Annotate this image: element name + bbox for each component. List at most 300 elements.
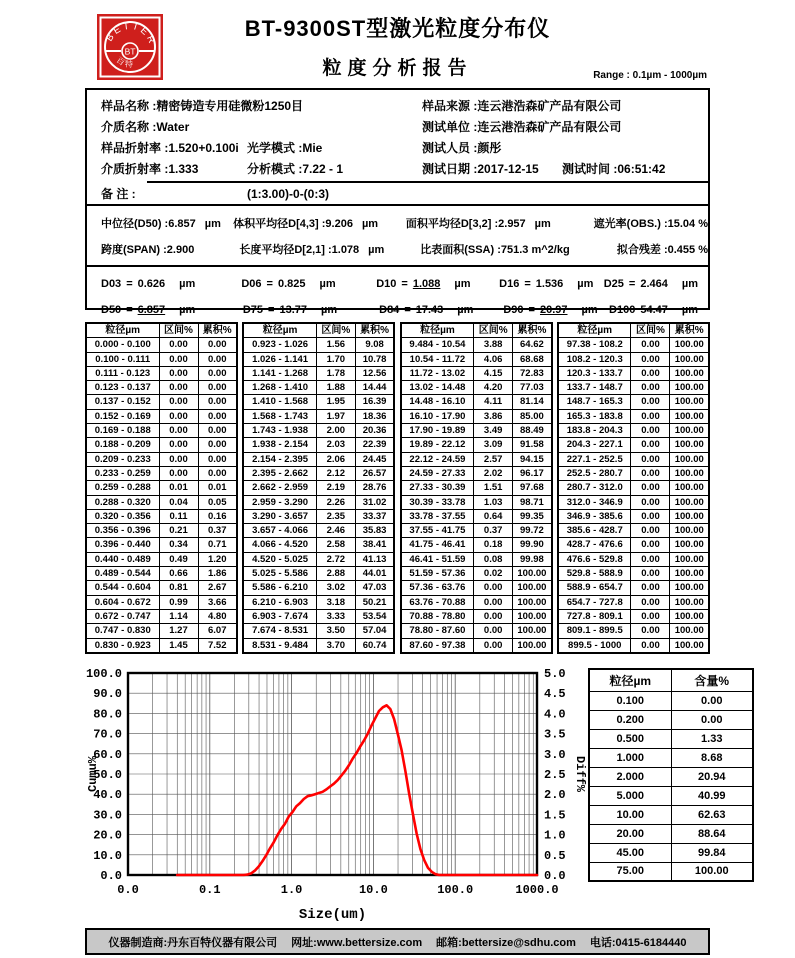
stat-label: 中位径(D50) : (101, 218, 169, 230)
content-pct-cell: 20.94 (671, 767, 753, 786)
table-row (589, 805, 753, 824)
d32-field (406, 215, 594, 231)
stat-unit: µm (361, 218, 379, 230)
percentile-name: D50 (101, 304, 122, 316)
interval-pct-cell: 0.00 (631, 409, 670, 423)
percentile-value: 20.97 (539, 304, 568, 316)
cumulative-pct-cell: 64.62 (513, 338, 552, 352)
size-cell: 5.000 (589, 786, 671, 805)
percentile-name: D90 (503, 304, 524, 316)
interval-pct-cell: 0.00 (159, 409, 198, 423)
interval-pct-cell: 3.50 (316, 624, 355, 638)
column-header: 含量% (671, 669, 753, 691)
percentile-d50 (101, 304, 243, 316)
cumulative-pct-cell: 0.00 (198, 409, 237, 423)
size-range-cell: 16.10 - 17.90 (401, 409, 474, 423)
cumulative-pct-cell: 100.00 (670, 609, 709, 623)
cumulative-pct-cell: 0.37 (198, 524, 237, 538)
size-range-cell: 2.662 - 2.959 (243, 481, 316, 495)
percentile-d03 (101, 278, 241, 290)
cumulative-pct-cell: 33.37 (355, 509, 394, 523)
table-row (558, 595, 709, 609)
analysis-mode-field (247, 160, 422, 177)
size-range-cell: 120.3 - 133.7 (558, 366, 631, 380)
table-row (86, 366, 237, 380)
equals-sign: = (524, 278, 531, 290)
size-range-cell: 0.137 - 0.152 (86, 395, 159, 409)
stat-value: 0.455 % (667, 244, 708, 256)
table-row (589, 691, 753, 710)
column-header: 区间% (316, 323, 355, 338)
stat-value: 751.3 m^2/kg (500, 244, 570, 256)
size-range-cell: 0.209 - 0.233 (86, 452, 159, 466)
percentile-unit: µm (681, 304, 698, 316)
size-range-cell: 227.1 - 252.5 (558, 452, 631, 466)
table-row (86, 409, 237, 423)
table-row (243, 481, 394, 495)
size-range-cell: 5.025 - 5.586 (243, 567, 316, 581)
y-left-tick-label: 100.0 (86, 667, 122, 681)
cumulative-pct-cell: 7.52 (198, 638, 237, 653)
table-row (86, 538, 237, 552)
table-row (86, 509, 237, 523)
table-row (401, 524, 552, 538)
size-cell: 0.100 (589, 691, 671, 710)
cumulative-pct-cell: 100.00 (670, 624, 709, 638)
field-label: 测试单位 : (422, 120, 478, 134)
interval-pct-cell: 0.00 (474, 595, 513, 609)
cumulative-pct-cell: 38.41 (355, 538, 394, 552)
percentile-row (87, 271, 708, 297)
distribution-chart (86, 660, 586, 928)
stat-label: 长度平均径D[2,1] : (239, 244, 332, 256)
stat-label: 拟合残差 : (616, 244, 668, 256)
size-range-cell: 428.7 - 476.6 (558, 538, 631, 552)
interval-pct-cell: 0.00 (631, 595, 670, 609)
y-right-tick-label: 3.5 (544, 727, 566, 742)
table-row (243, 495, 394, 509)
percentile-value: 1.088 (412, 278, 441, 290)
interval-pct-cell: 1.03 (474, 495, 513, 509)
cumulative-pct-cell: 100.00 (670, 567, 709, 581)
cumulative-pct-cell: 22.39 (355, 438, 394, 452)
size-range-cell: 1.743 - 1.938 (243, 424, 316, 438)
percentile-unit: µm (179, 278, 196, 290)
percentile-unit: µm (581, 304, 598, 316)
cumulative-pct-cell: 1.86 (198, 567, 237, 581)
table-row (589, 710, 753, 729)
x-tick-label: 10.0 (358, 883, 388, 897)
percentile-value: 54.47 (640, 304, 668, 316)
percentile-unit: µm (681, 278, 698, 290)
size-range-cell: 0.923 - 1.026 (243, 338, 316, 352)
interval-pct-cell: 3.70 (316, 638, 355, 653)
table-row (558, 581, 709, 595)
interval-pct-cell: 0.00 (631, 381, 670, 395)
sample-info-box (85, 88, 710, 316)
cumulative-pct-cell: 100.00 (670, 466, 709, 480)
info-row (87, 137, 708, 158)
cumulative-pct-cell: 81.14 (513, 395, 552, 409)
table-row (401, 352, 552, 366)
percentile-name: D84 (379, 304, 400, 316)
interval-pct-cell: 0.11 (159, 509, 198, 523)
equals-sign: = (266, 278, 273, 290)
table-row (86, 495, 237, 509)
table-row (86, 395, 237, 409)
table-row (558, 424, 709, 438)
table-row (589, 748, 753, 767)
field-value: 1.333 (168, 162, 199, 176)
table-row (86, 567, 237, 581)
table-row (243, 524, 394, 538)
interval-pct-cell: 0.00 (631, 581, 670, 595)
table-row (558, 395, 709, 409)
y-left-tick-label: 50.0 (93, 768, 122, 782)
obscuration-field (594, 215, 708, 231)
interval-pct-cell: 3.18 (316, 595, 355, 609)
size-range-cell: 3.657 - 4.066 (243, 524, 316, 538)
x-tick-label: 100.0 (437, 883, 474, 897)
cumulative-pct-cell: 99.35 (513, 509, 552, 523)
interval-pct-cell: 0.00 (159, 352, 198, 366)
interval-pct-cell: 2.00 (316, 424, 355, 438)
percentile-d75 (243, 304, 379, 316)
table-row (401, 624, 552, 638)
stat-unit: µm (368, 244, 385, 256)
size-range-cell: 899.5 - 1000 (558, 638, 631, 653)
table-row (401, 466, 552, 480)
interval-pct-cell: 2.46 (316, 524, 355, 538)
size-range-cell: 19.89 - 22.12 (401, 438, 474, 452)
table-row (243, 366, 394, 380)
field-value: 2017-12-15 (477, 162, 539, 176)
cumulative-pct-cell: 98.71 (513, 495, 552, 509)
interval-pct-cell: 1.70 (316, 352, 355, 366)
distribution-tables (85, 322, 710, 654)
field-label: 光学模式 : (247, 141, 303, 155)
size-range-cell: 165.3 - 183.8 (558, 409, 631, 423)
percentile-name: D10 (376, 278, 397, 290)
table-row (243, 509, 394, 523)
percentile-d90 (503, 304, 609, 316)
stat-value: 9.206 (325, 218, 353, 230)
interval-pct-cell: 2.06 (316, 452, 355, 466)
interval-pct-cell: 1.95 (316, 395, 355, 409)
cumulative-pct-cell: 53.54 (355, 609, 394, 623)
email-text: 邮箱:bettersize@sdhu.com (436, 936, 576, 949)
interval-pct-cell: 0.00 (159, 338, 198, 352)
sample-source-field (422, 97, 621, 114)
size-range-cell: 3.290 - 3.657 (243, 509, 316, 523)
table-row (558, 366, 709, 380)
interval-pct-cell: 2.35 (316, 509, 355, 523)
cumulative-pct-cell: 28.76 (355, 481, 394, 495)
equals-sign: = (404, 304, 411, 316)
percentile-row (87, 297, 708, 323)
size-range-cell: 51.59 - 57.36 (401, 567, 474, 581)
field-value: 连云港浩森矿产品有限公司 (477, 99, 622, 113)
stat-label: 比表面积(SSA) : (420, 244, 501, 256)
table-header-row (243, 323, 394, 338)
percentile-name: D16 (499, 278, 520, 290)
table-row (589, 729, 753, 748)
interval-pct-cell: 1.56 (316, 338, 355, 352)
field-label: 测试日期 : (422, 162, 478, 176)
percentile-unit: µm (179, 304, 196, 316)
size-range-cell: 2.959 - 3.290 (243, 495, 316, 509)
interval-pct-cell: 0.34 (159, 538, 198, 552)
distribution-table (85, 322, 238, 654)
cumulative-pct-cell: 26.57 (355, 466, 394, 480)
table-row (86, 352, 237, 366)
size-range-cell: 63.76 - 70.88 (401, 595, 474, 609)
size-range-cell: 33.78 - 37.55 (401, 509, 474, 523)
cumulative-pct-cell: 0.00 (198, 438, 237, 452)
size-range-cell: 1.410 - 1.568 (243, 395, 316, 409)
d43-field (233, 215, 406, 231)
interval-pct-cell: 0.00 (474, 624, 513, 638)
size-range-cell: 0.604 - 0.672 (86, 595, 159, 609)
d21-field (239, 241, 420, 257)
interval-pct-cell: 1.45 (159, 638, 198, 653)
distribution-table (400, 322, 553, 654)
size-range-cell: 10.54 - 11.72 (401, 352, 474, 366)
size-range-cell: 6.903 - 7.674 (243, 609, 316, 623)
chart-block (86, 660, 586, 933)
table-row (401, 509, 552, 523)
table-row (589, 824, 753, 843)
cumulative-pct-cell: 41.13 (355, 552, 394, 566)
size-range-cell: 8.531 - 9.484 (243, 638, 316, 653)
table-row (401, 567, 552, 581)
size-cell: 0.500 (589, 729, 671, 748)
size-range-cell: 0.000 - 0.100 (86, 338, 159, 352)
percentile-d100 (609, 304, 698, 316)
y-right-tick-label: 0.5 (544, 848, 566, 863)
size-range-cell: 46.41 - 51.59 (401, 552, 474, 566)
cumulative-pct-cell: 100.00 (670, 424, 709, 438)
percentile-name: D75 (242, 304, 264, 316)
interval-pct-cell: 0.08 (474, 552, 513, 566)
size-range-cell: 22.12 - 24.59 (401, 452, 474, 466)
size-range-cell: 1.141 - 1.268 (243, 366, 316, 380)
cumulative-pct-cell: 100.00 (513, 581, 552, 595)
table-row (558, 624, 709, 638)
interval-pct-cell: 1.88 (316, 381, 355, 395)
cumulative-pct-cell: 18.36 (355, 409, 394, 423)
info-row (87, 95, 708, 116)
interval-pct-cell: 0.00 (159, 366, 198, 380)
cumulative-pct-cell: 99.90 (513, 538, 552, 552)
logo-bottom-textpath: 百 特 (114, 55, 134, 70)
cumulative-pct-cell: 0.00 (198, 466, 237, 480)
ssa-field (420, 241, 617, 257)
cumulative-pct-cell: 99.98 (513, 552, 552, 566)
cumulative-pct-cell: 14.44 (355, 381, 394, 395)
percentile-unit: µm (321, 304, 338, 316)
distribution-table (242, 322, 395, 654)
interval-pct-cell: 3.86 (474, 409, 513, 423)
cumulative-pct-cell: 100.00 (513, 638, 552, 653)
table-row (401, 409, 552, 423)
equals-sign: = (401, 278, 408, 290)
interval-pct-cell: 3.09 (474, 438, 513, 452)
cumulative-pct-cell: 100.00 (670, 581, 709, 595)
table-row (86, 581, 237, 595)
column-header: 粒径µm (86, 323, 159, 338)
field-value: 7.22 - 1 (302, 162, 344, 176)
cumulative-pct-cell: 100.00 (670, 366, 709, 380)
cumulative-pct-cell: 0.00 (198, 338, 237, 352)
table-row (243, 395, 394, 409)
cumulative-pct-cell: 100.00 (513, 609, 552, 623)
interval-pct-cell: 0.00 (159, 424, 198, 438)
stat-value: 2.900 (166, 244, 195, 256)
interval-pct-cell: 0.00 (631, 524, 670, 538)
equals-sign: = (628, 278, 636, 290)
size-range-cell: 2.395 - 2.662 (243, 466, 316, 480)
interval-pct-cell: 0.00 (159, 466, 198, 480)
column-header: 区间% (474, 323, 513, 338)
field-label: 分析模式 : (247, 162, 303, 176)
table-row (86, 609, 237, 623)
cumulative-pct-cell: 72.83 (513, 366, 552, 380)
size-range-cell: 0.188 - 0.209 (86, 438, 159, 452)
size-cell: 0.200 (589, 710, 671, 729)
interval-pct-cell: 2.57 (474, 452, 513, 466)
percentile-unit: µm (577, 278, 594, 290)
interval-pct-cell: 2.02 (474, 466, 513, 480)
table-row (589, 862, 753, 881)
interval-pct-cell: 0.00 (631, 438, 670, 452)
cumulative-pct-cell: 100.00 (670, 438, 709, 452)
test-org-field (422, 118, 621, 135)
size-cell: 75.00 (589, 862, 671, 881)
table-row (243, 609, 394, 623)
stat-value: 6.857 (168, 218, 196, 230)
stats-row (87, 210, 708, 236)
cumulative-pct-cell: 100.00 (670, 381, 709, 395)
size-range-cell: 1.938 - 2.154 (243, 438, 316, 452)
size-range-cell: 727.8 - 809.1 (558, 609, 631, 623)
interval-pct-cell: 0.00 (631, 638, 670, 653)
size-range-cell: 9.484 - 10.54 (401, 338, 474, 352)
y-left-tick-label: 70.0 (93, 727, 122, 742)
table-row (558, 338, 709, 352)
percentile-unit: µm (457, 304, 474, 316)
stat-value: 1.078 (331, 244, 360, 256)
summary-table-block (588, 668, 754, 882)
table-row (86, 638, 237, 653)
interval-pct-cell: 0.00 (631, 552, 670, 566)
y-left-tick-label: 0.0 (100, 869, 122, 883)
size-range-cell: 7.674 - 8.531 (243, 624, 316, 638)
field-value: 06:51:42 (617, 162, 666, 176)
website-text: 网址:www.bettersize.com (291, 936, 423, 949)
cumulative-pct-cell: 100.00 (670, 481, 709, 495)
interval-pct-cell: 0.49 (159, 552, 198, 566)
table-row (401, 452, 552, 466)
cumulative-pct-cell: 94.15 (513, 452, 552, 466)
size-range-cell: 78.80 - 87.60 (401, 624, 474, 638)
y-left-axis-title: Cumu% (86, 755, 100, 793)
equals-sign: = (126, 278, 133, 290)
cumulative-pct-cell: 100.00 (670, 509, 709, 523)
percentile-d25 (604, 278, 698, 290)
cumulative-pct-cell: 31.02 (355, 495, 394, 509)
cumulative-pct-cell: 0.00 (198, 352, 237, 366)
table-row (86, 452, 237, 466)
table-row (558, 524, 709, 538)
cumulative-pct-cell: 0.71 (198, 538, 237, 552)
size-range-cell: 37.55 - 41.75 (401, 524, 474, 538)
table-row (558, 638, 709, 653)
summary-table (588, 668, 754, 882)
field-value: Mie (302, 141, 323, 155)
y-left-tick-label: 80.0 (93, 707, 122, 722)
y-right-tick-label: 5.0 (544, 667, 566, 681)
percentile-value: 0.825 (277, 278, 306, 290)
size-range-cell: 529.8 - 588.9 (558, 567, 631, 581)
test-date-field (422, 160, 562, 177)
percentile-value: 0.626 (137, 278, 166, 290)
cumulative-pct-cell: 100.00 (670, 395, 709, 409)
size-range-cell: 13.02 - 14.48 (401, 381, 474, 395)
column-header: 粒径µm (243, 323, 316, 338)
stat-unit: µm (534, 218, 551, 230)
table-row (401, 595, 552, 609)
cumulative-pct-cell: 91.58 (513, 438, 552, 452)
column-header: 累积% (198, 323, 237, 338)
y-left-tick-label: 10.0 (93, 848, 122, 863)
size-range-cell: 30.39 - 33.78 (401, 495, 474, 509)
interval-pct-cell: 2.88 (316, 567, 355, 581)
cumulative-pct-cell: 0.05 (198, 495, 237, 509)
field-value: 1.520+0.100i (168, 141, 239, 155)
percentile-value: 6.857 (137, 304, 166, 316)
percentile-name: D03 (101, 278, 122, 290)
logo-arc-textpath: BETTER (104, 20, 158, 48)
table-row (401, 581, 552, 595)
cumulative-pct-cell: 68.68 (513, 352, 552, 366)
size-cell: 45.00 (589, 843, 671, 862)
content-pct-cell: 0.00 (671, 710, 753, 729)
table-row (401, 495, 552, 509)
size-range-cell: 2.154 - 2.395 (243, 452, 316, 466)
y-left-tick-label: 40.0 (93, 788, 122, 803)
interval-pct-cell: 0.00 (631, 495, 670, 509)
table-row (558, 481, 709, 495)
cumulative-pct-cell: 0.00 (198, 366, 237, 380)
y-left-tick-label: 60.0 (93, 747, 122, 762)
table-header-row (86, 323, 237, 338)
cumulative-pct-cell: 6.07 (198, 624, 237, 638)
medium-name-field (101, 118, 422, 135)
cumulative-pct-cell: 57.04 (355, 624, 394, 638)
interval-pct-cell: 0.37 (474, 524, 513, 538)
size-range-cell: 17.90 - 19.89 (401, 424, 474, 438)
content-pct-cell: 100.00 (671, 862, 753, 881)
column-header: 累积% (513, 323, 552, 338)
percentile-name: D06 (241, 278, 262, 290)
cumulative-pct-cell: 100.00 (513, 567, 552, 581)
distribution-table-group-4 (557, 322, 710, 654)
table-row (86, 381, 237, 395)
size-range-cell: 280.7 - 312.0 (558, 481, 631, 495)
table-row (243, 552, 394, 566)
size-range-cell: 0.169 - 0.188 (86, 424, 159, 438)
